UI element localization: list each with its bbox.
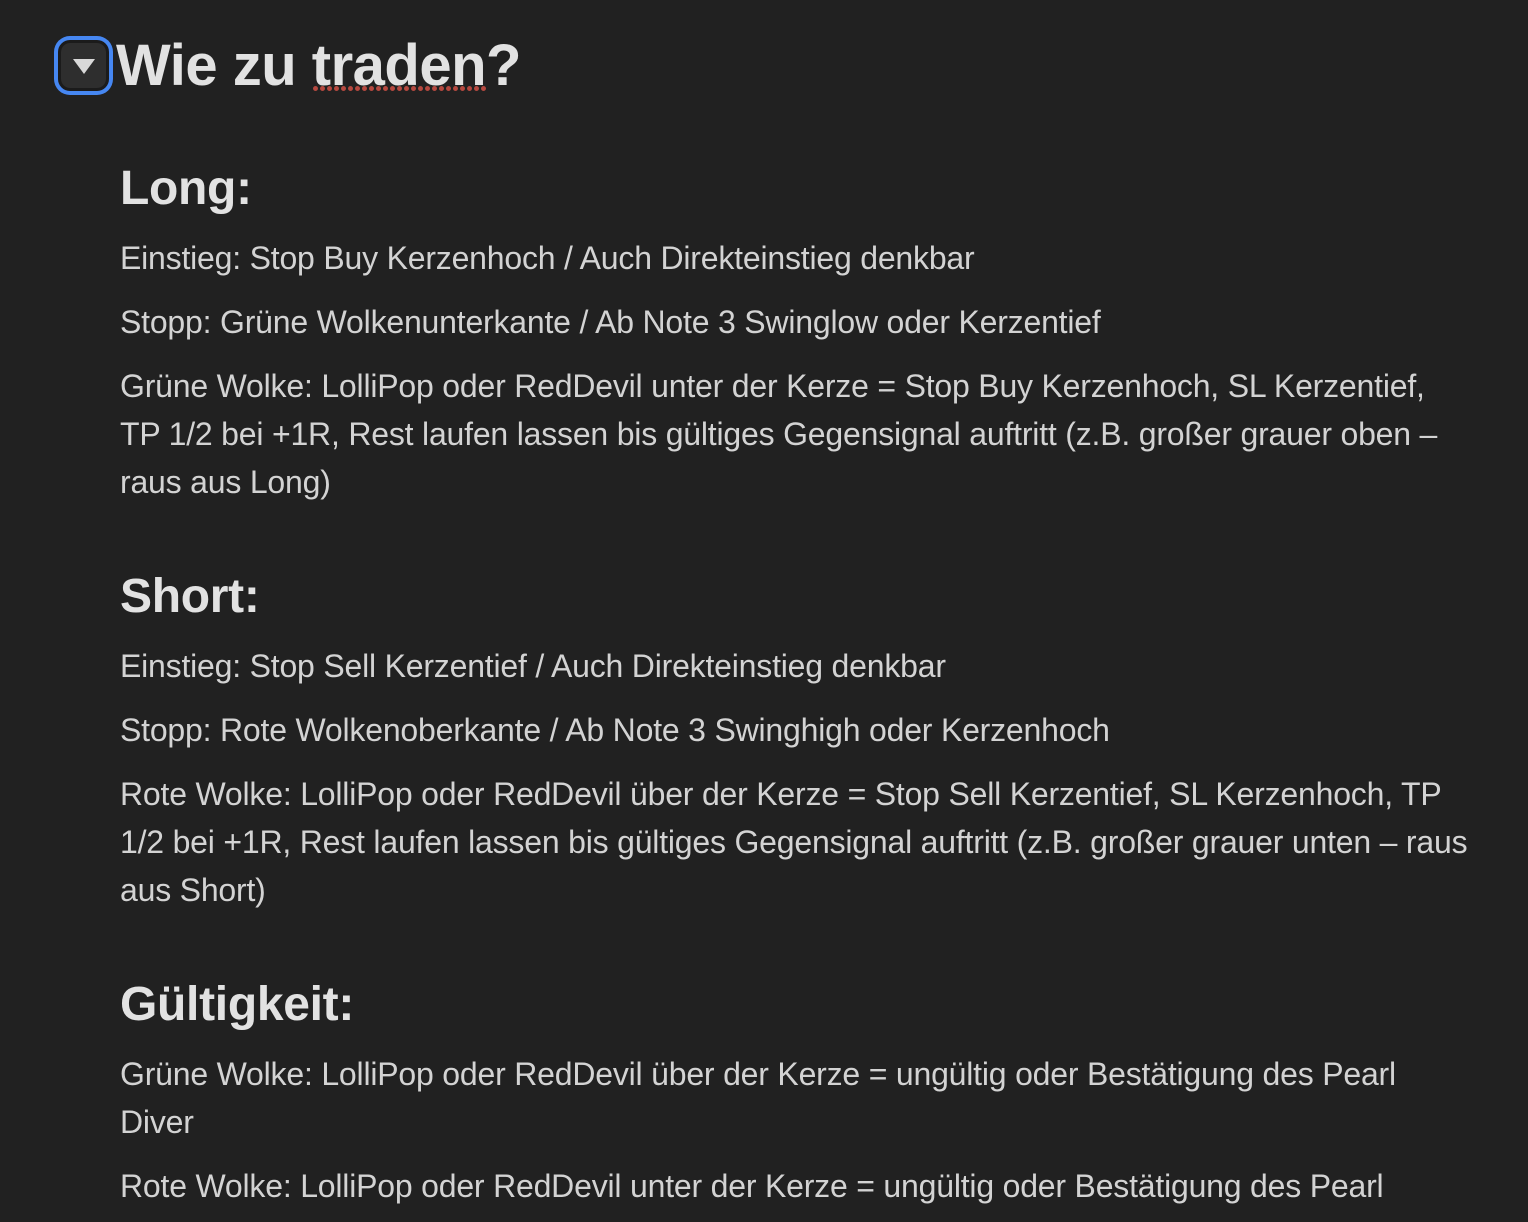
toggle-button[interactable] <box>58 40 109 91</box>
title-text-after: ? <box>486 33 521 98</box>
paragraph-short-rote-wolke[interactable]: Rote Wolke: LolliPop oder RedDevil über der Kerze = Stop Sell Kerzentief, SL Kerzenhoch, TP 1/2 bei +1R, Rest laufen lassen bis gültiges Gegensignal auftritt (z.B. großer grauer unten – raus aus Short) <box>120 776 1468 908</box>
document-blocks <box>120 160 1472 1210</box>
section-heading-long[interactable]: Long: <box>120 162 252 215</box>
page-title-row <box>58 34 1528 98</box>
title-text-misspelled: traden <box>311 33 487 98</box>
section-gueltigkeit <box>120 976 1472 1210</box>
paragraph-long-stopp[interactable]: Stopp: Grüne Wolkenunterkante / Ab Note 3 Swinglow oder Kerzentief <box>120 304 1101 340</box>
title-text-before: Wie zu <box>116 33 312 98</box>
paragraph-short-einstieg[interactable]: Einstieg: Stop Sell Kerzentief / Auch Direkteinstieg denkbar <box>120 648 946 684</box>
paragraph-gueltigkeit-rote-wolke[interactable]: Rote Wolke: LolliPop oder RedDevil unter der Kerze = ungültig oder Bestätigung des Pearl <box>120 1168 1384 1204</box>
page-title[interactable] <box>116 34 521 98</box>
section-heading-short[interactable]: Short: <box>120 570 260 623</box>
paragraph-long-gruene-wolke[interactable]: Grüne Wolke: LolliPop oder RedDevil unter der Kerze = Stop Buy Kerzenhoch, SL Kerzentief, TP 1/2 bei +1R, Rest laufen lassen bis gültiges Gegensignal auftritt (z.B. großer grauer oben – raus aus Long) <box>120 368 1438 500</box>
paragraph-gueltigkeit-gruene-wolke[interactable]: Grüne Wolke: LolliPop oder RedDevil über der Kerze = ungültig oder Bestätigung des Pearl Diver <box>120 1056 1396 1140</box>
section-short <box>120 568 1472 914</box>
paragraph-long-einstieg[interactable]: Einstieg: Stop Buy Kerzenhoch / Auch Direkteinstieg denkbar <box>120 240 975 276</box>
section-heading-gueltigkeit[interactable]: Gültigkeit: <box>120 978 355 1031</box>
section-long <box>120 160 1472 506</box>
paragraph-short-stopp[interactable]: Stopp: Rote Wolkenoberkante / Ab Note 3 Swinghigh oder Kerzenhoch <box>120 712 1110 748</box>
triangle-down-icon <box>73 59 95 74</box>
